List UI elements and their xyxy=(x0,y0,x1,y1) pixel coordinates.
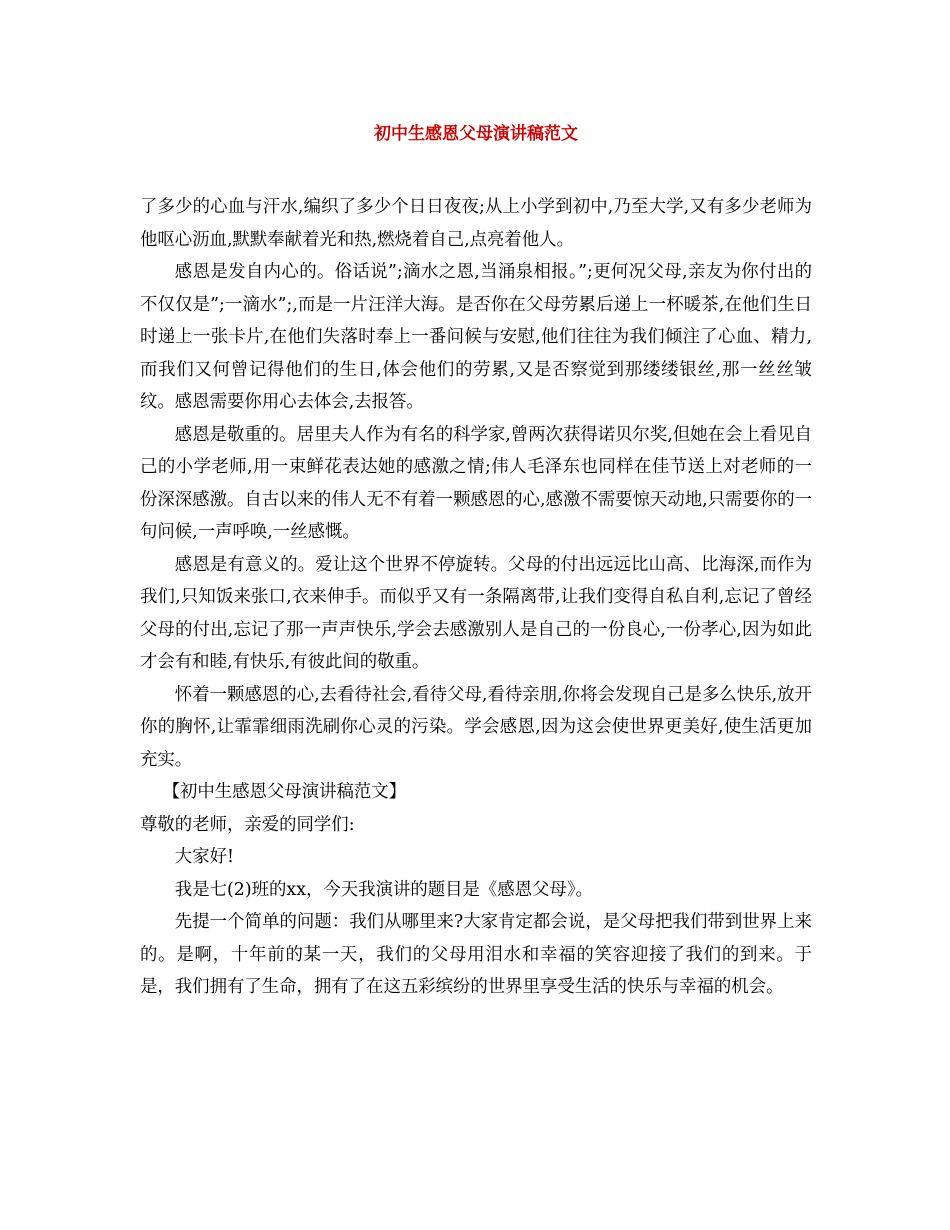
paragraph-3: 感恩是敬重的。居里夫人作为有名的科学家,曾两次获得诺贝尔奖,但她在会上看见自己的小学老师,用一束鲜花表达她的感激之情;伟人毛泽东也同样在佳节送上对老师的一份深深感激。自古以来的伟人无不有着一颗感恩的心,感激不需要惊天动地,只需要你的一句问候,一声呼唤,一丝感慨。 xyxy=(140,424,812,542)
paragraph-5: 怀着一颗感恩的心,去看待社会,看待父母,看待亲朋,你将会发现自己是多么快乐,放开你的胸怀,让霏霏细雨洗刷你心灵的污染。学会感恩,因为这会使世界更美好,使生活更加充实。 xyxy=(140,684,812,770)
document-body xyxy=(140,191,812,1004)
paragraph-4: 感恩是有意义的。爱让这个世界不停旋转。父母的付出远远比山高、比海深,而作为我们,只知饭来张口,衣来伸手。而似乎又有一条隔离带,让我们变得自私自利,忘记了曾经父母的付出,忘记了那一声声快乐,学会去感激别人是自己的一份良心,一份孝心,因为如此才会有和睦,有快乐,有彼此间的敬重。 xyxy=(140,554,812,672)
document-title: 初中生感恩父母演讲稿范文 xyxy=(374,124,578,144)
paragraph-1: 了多少的心血与汗水,编织了多少个日日夜夜;从上小学到初中,乃至大学,又有多少老师为他呕心沥血,默默奉献着光和热,燃烧着自己,点亮着他人。 xyxy=(140,197,812,250)
salutation: 尊敬的老师，亲爱的同学们: xyxy=(140,814,355,835)
paragraph-2: 感恩是发自内心的。俗话说”;滴水之恩,当涌泉相报。”;更何况父母,亲友为你付出的不仅仅是”;一滴水”;,而是一片汪洋大海。是否你在父母劳累后递上一杯暖茶,在他们生日时递上一张卡片,在他们失落时奉上一番问候与安慰,他们往往为我们倾注了心血、精力,而我们又何曾记得他们的生日,体会他们的劳累,又是否察觉到那缕缕银丝,那一丝丝皱纹。感恩需要你用心去体会,去报答。 xyxy=(140,262,812,412)
introduction: 我是七(2)班的xx，今天我演讲的题目是《感恩父母》。 xyxy=(174,879,593,900)
greeting: 大家好! xyxy=(174,847,234,867)
paragraph-10: 先提一个简单的问题：我们从哪里来?大家肯定都会说，是父母把我们带到世界上来的。是啊，十年前的某一天，我们的父母用泪水和幸福的笑容迎接了我们的到来。于是，我们拥有了生命，拥有了在这五彩缤纷的世界里享受生活的快乐与幸福的机会。 xyxy=(140,912,812,997)
section-heading: 【初中生感恩父母演讲稿范文】 xyxy=(162,782,407,802)
